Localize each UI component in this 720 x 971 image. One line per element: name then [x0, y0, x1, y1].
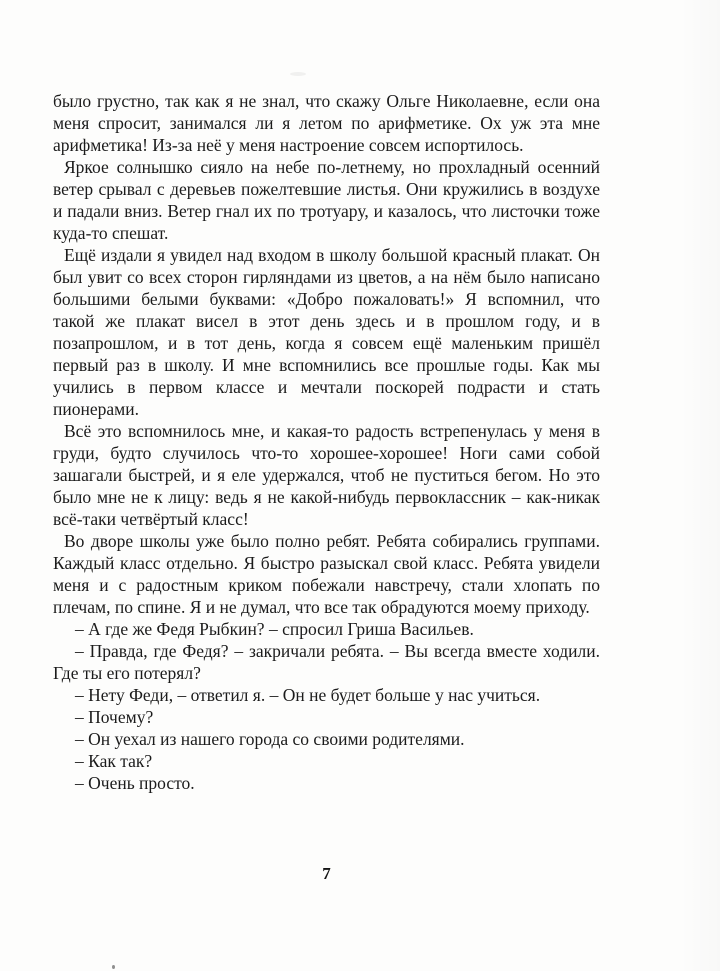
dialog-line: – Правда, где Федя? – закричали ребята. – Вы всегда вместе ходили. Где ты его потерял? [53, 641, 600, 683]
page-number: 7 [322, 864, 331, 883]
paragraph: Во дворе школы уже было полно ребят. Ребята собирались группами. Каждый класс отдельно. Я быстро разыскал свой класс. Ребята увидели меня и с радостным криком побежали навстречу, стали хлопать по плечам, по спине. Я и не думал, что все так обрадуются моему приходу. [53, 531, 600, 617]
dialog-line: – А где же Федя Рыбкин? – спросил Гриша Васильев. [75, 619, 474, 639]
text-block [53, 90, 600, 794]
paragraph: было грустно, так как я не знал, что скажу Ольге Николаевне, если она меня спросит, занимался ли я летом по арифметике. Ох уж эта мне арифметика! Из-за неё у меня настроение совсем испортилось. [53, 91, 600, 155]
scan-edge-shadow [680, 0, 720, 971]
scan-speck [112, 965, 115, 969]
paragraph: Яркое солнышко сияло на небе по-летнему, но прохладный осенний ветер срывал с деревьев пожелтевшие листья. Они кружились в воздухе и падали вниз. Ветер гнал их по тротуару, и казалось, что листочки тоже куда-то спешат. [53, 157, 600, 243]
scan-smudge [290, 72, 306, 76]
dialog-line: – Почему? [75, 707, 154, 727]
dialog-line: – Как так? [75, 751, 153, 771]
paragraph: Ещё издали я увидел над входом в школу большой красный плакат. Он был увит со всех сторон гирляндами из цветов, а на нём было написано большими белыми буквами: «Добро пожаловать!» Я вспомнил, что такой же плакат висел в этот день здесь и в прошлом году, и в позапрошлом, и в тот день, когда я совсем ещё маленьким пришёл первый раз в школу. И мне вспомнились все прошлые годы. Как мы учились в первом классе и мечтали поскорей подрасти и стать пионерами. [53, 245, 600, 419]
dialog-line: – Нету Феди, – ответил я. – Он не будет больше у нас учиться. [75, 685, 541, 705]
dialog-line: – Он уехал из нашего города со своими родителями. [75, 729, 465, 749]
paragraph: Всё это вспомнилось мне, и какая-то радость встрепенулась у меня в груди, будто случилось что-то хорошее-хорошее! Ноги сами собой зашагали быстрей, и я еле удержался, чтоб не пуститься бегом. Но это было мне не к лицу: ведь я не какой-нибудь первоклассник – как-никак всё-таки четвёртый класс! [53, 421, 600, 529]
dialog-line: – Очень просто. [75, 773, 195, 793]
